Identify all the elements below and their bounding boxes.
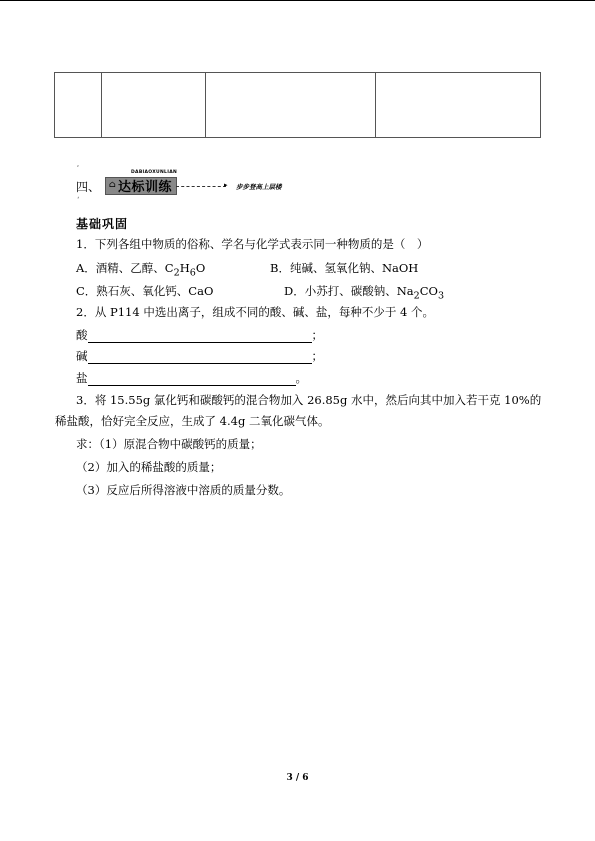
- table-cell: [55, 73, 102, 138]
- q1-stem: 1．下列各组中物质的俗称、学名与化学式表示同一种物质的是（ ）: [76, 237, 429, 251]
- subsection-title: 基础巩固: [76, 217, 129, 231]
- q1-option-a: [76, 260, 205, 281]
- banner-slogan: 步步登高上层楼: [236, 183, 282, 191]
- margin-mark: ʹ: [77, 165, 79, 173]
- answer-blank[interactable]: [88, 350, 312, 364]
- section-banner: [76, 171, 296, 197]
- q2-acid-line: [76, 327, 323, 343]
- page-number: 3 / 6: [286, 773, 309, 783]
- q2-salt-line: [76, 370, 307, 386]
- q3-part2: （2）加入的稀盐酸的质量；: [76, 460, 222, 474]
- separator: ；: [311, 349, 323, 363]
- answer-blank[interactable]: [88, 329, 312, 343]
- q3-ask: 求：（1）原混合物中碳酸钙的质量；: [76, 437, 262, 451]
- subscript: 2: [173, 267, 180, 279]
- q2-stem: 2．从 P114 中选出离子，组成不同的酸、碱、盐，每种不少于 4 个。: [76, 305, 434, 319]
- option-text: CO: [419, 284, 438, 298]
- q1-option-c: C．熟石灰、氧化钙、CaO: [76, 284, 214, 298]
- q3-line2: 稀盐酸，恰好完全反应，生成了 4.4g 二氧化碳气体。: [55, 414, 330, 428]
- subscript: 6: [189, 267, 196, 279]
- top-rule: [0, 0, 595, 1]
- option-text: H: [179, 261, 190, 275]
- table-cell: [206, 73, 376, 138]
- option-text: D．小苏打、碳酸钠、Na: [284, 284, 414, 298]
- section-number: 四、: [76, 180, 101, 194]
- subscript: 2: [413, 290, 420, 302]
- pagoda-icon: ⌂: [109, 180, 116, 190]
- q3-line1: 3．将 15.55g 氯化钙和碳酸钙的混合物加入 26.85g 水中，然后向其中加入若干克 10%的: [76, 393, 542, 407]
- banner-title: 达标训练: [118, 180, 173, 195]
- separator: ；: [311, 328, 323, 342]
- option-text: A．酒精、乙醇、C: [76, 261, 174, 275]
- top-table: [54, 72, 541, 138]
- acid-label: 酸: [76, 328, 88, 342]
- table-cell: [102, 73, 206, 138]
- answer-blank[interactable]: [88, 372, 296, 386]
- margin-mark: ʻ: [77, 196, 80, 204]
- banner-dashes: [176, 186, 226, 187]
- table-row: [55, 73, 541, 138]
- separator: 。: [295, 371, 307, 385]
- base-label: 碱: [76, 349, 88, 363]
- q1-option-d: [284, 283, 444, 304]
- salt-label: 盐: [76, 371, 88, 385]
- option-text: O: [195, 261, 206, 275]
- subscript: 3: [437, 290, 445, 302]
- q2-base-line: [76, 348, 323, 364]
- table-cell: [376, 73, 541, 138]
- q3-part3: （3）反应后所得溶液中溶质的质量分数。: [76, 483, 291, 497]
- q1-option-b: B．纯碱、氢氧化钠、NaOH: [270, 261, 419, 275]
- banner-pinyin: DABIAOXUNLIAN: [131, 170, 178, 175]
- arrow-icon: ▸: [224, 181, 228, 189]
